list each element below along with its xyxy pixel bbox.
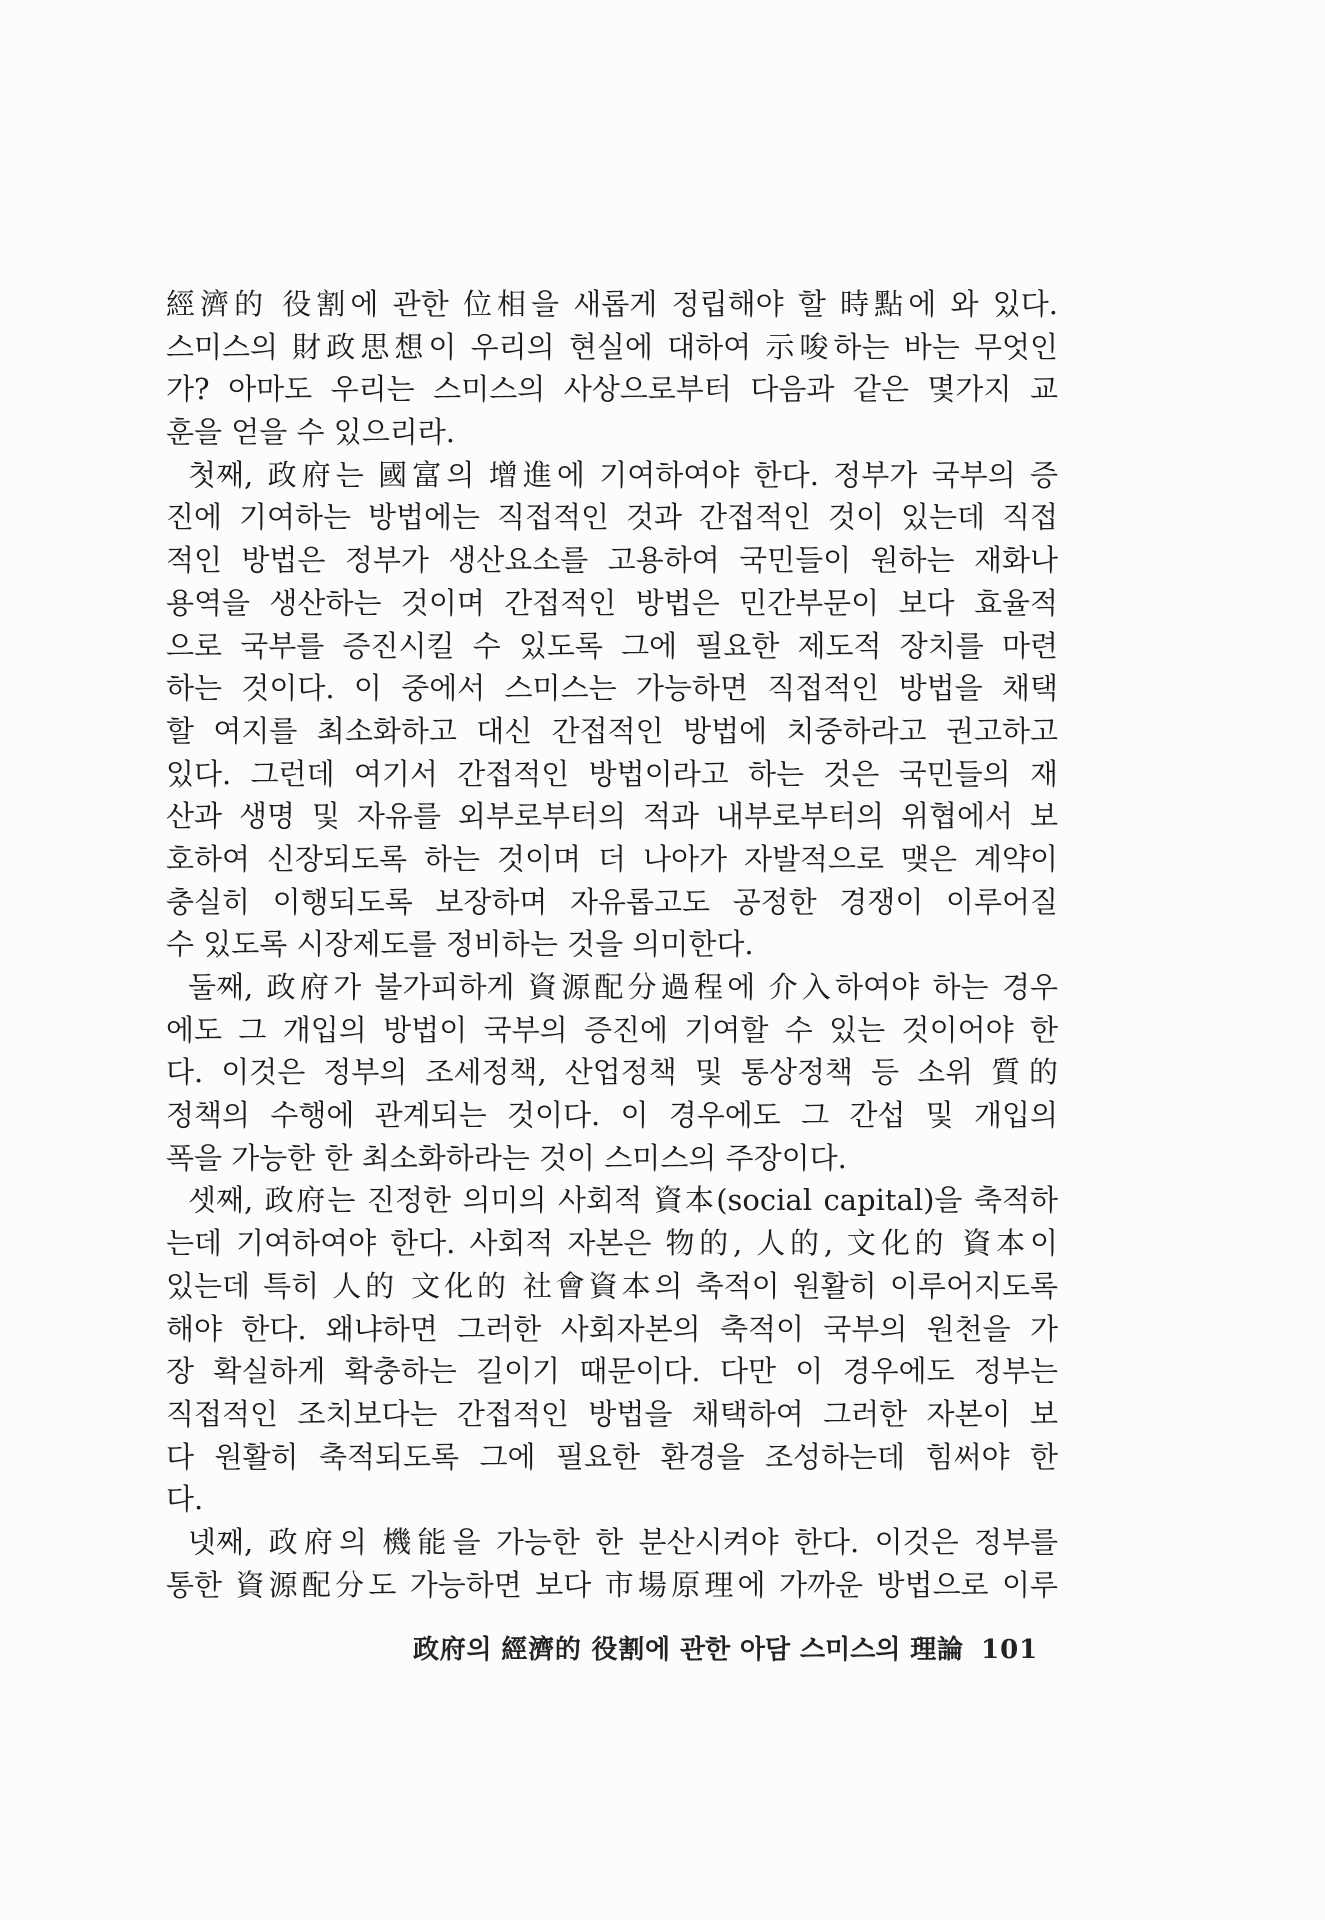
text-line: 는데 기여하여야 한다. 사회적 자본은 物的, 人的, 文化的 資本이 <box>166 1226 1058 1261</box>
text-line: 충실히 이행되도록 보장하며 자유롭고도 공정한 경쟁이 이루어질 <box>166 884 1058 919</box>
text-line: 통한 資源配分도 가능하면 보다 市場原理에 가까운 방법으로 이루 <box>166 1567 1058 1602</box>
text-line: 직접적인 조치보다는 간접적인 방법을 채택하여 그러한 자본이 보 <box>166 1396 1058 1431</box>
text-line: 있다. 그런데 여기서 간접적인 방법이라고 하는 것은 국민들의 재 <box>166 756 1058 791</box>
text-line: 훈을 얻을 수 있으리라. <box>166 415 455 450</box>
paragraph <box>166 454 1058 966</box>
text-line: 둘째, 政府가 불가피하게 資源配分過程에 介入하여야 하는 경우 <box>188 970 1058 1004</box>
text-line: 다 원활히 축적되도록 그에 필요한 환경을 조성하는데 힘써야 한 <box>166 1439 1058 1474</box>
text-line: 진에 기여하는 방법에는 직접적인 것과 간접적인 것이 있는데 직접 <box>166 500 1058 535</box>
text-line: 첫째, 政府는 國富의 增進에 기여하여야 한다. 정부가 국부의 증 <box>188 457 1058 492</box>
text-line: 있는데 특히 人的 文化的 社會資本의 축적이 원활히 이루어지도록 <box>166 1268 1058 1303</box>
body-text <box>166 283 1058 1606</box>
text-line: 용역을 생산하는 것이며 간접적인 방법은 민간부문이 보다 효율적 <box>166 585 1058 620</box>
text-line: 산과 생명 및 자유를 외부로부터의 적과 내부로부터의 위협에서 보 <box>166 799 1058 834</box>
text-line: 할 여지를 최소화하고 대신 간접적인 방법에 치중하라고 권고하고 <box>166 713 1058 748</box>
text-line: 적인 방법은 정부가 생산요소를 고용하여 국민들이 원하는 재화나 <box>166 543 1058 578</box>
text-line: 장 확실하게 확충하는 길이기 때문이다. 다만 이 경우에도 정부는 <box>166 1354 1058 1389</box>
text-line: 經濟的 役割에 관한 位相을 새롭게 정립해야 할 時點에 와 있다. <box>166 287 1058 321</box>
text-line: 하는 것이다. 이 중에서 스미스는 가능하면 직접적인 방법을 채택 <box>166 671 1058 706</box>
text-line: 수 있도록 시장제도를 정비하는 것을 의미한다. <box>166 927 754 962</box>
text-line: 에도 그 개입의 방법이 국부의 증진에 기여할 수 있는 것이어야 한 <box>166 1012 1058 1047</box>
text-line: 호하여 신장되도록 하는 것이며 더 나아가 자발적으로 맺은 계약이 <box>166 841 1058 876</box>
text-line: 폭을 가능한 한 최소화하라는 것이 스미스의 주장이다. <box>166 1140 847 1175</box>
paragraph <box>166 1179 1058 1521</box>
text-line: 가? 아마도 우리는 스미스의 사상으로부터 다음과 같은 몇가지 교 <box>166 372 1058 407</box>
text-line: 다. <box>166 1482 204 1517</box>
footer-title: 政府의 經濟的 役割에 관한 아담 스미스의 理論 <box>413 1635 963 1665</box>
text-line: 으로 국부를 증진시킬 수 있도록 그에 필요한 제도적 장치를 마련 <box>166 628 1058 663</box>
text-line: 해야 한다. 왜냐하면 그러한 사회자본의 축적이 국부의 원천을 가 <box>166 1311 1058 1346</box>
text-line: 스미스의 財政思想이 우리의 현실에 대하여 示唆하는 바는 무엇인 <box>166 329 1058 364</box>
text-line: 정책의 수행에 관계되는 것이다. 이 경우에도 그 간섭 및 개입의 <box>166 1098 1058 1133</box>
paragraph <box>166 283 1058 454</box>
running-footer <box>413 1630 1039 1670</box>
paragraph <box>166 966 1058 1179</box>
text-line: 넷째, 政府의 機能을 가능한 한 분산시켜야 한다. 이것은 정부를 <box>188 1524 1058 1559</box>
paragraph <box>166 1521 1058 1606</box>
page-number: 101 <box>981 1635 1039 1665</box>
text-line: 셋째, 政府는 진정한 의미의 사회적 資本(social capital)을 축적하 <box>188 1183 1058 1218</box>
text-line: 다. 이것은 정부의 조세정책, 산업정책 및 통상정책 등 소위 質的 <box>166 1055 1058 1090</box>
